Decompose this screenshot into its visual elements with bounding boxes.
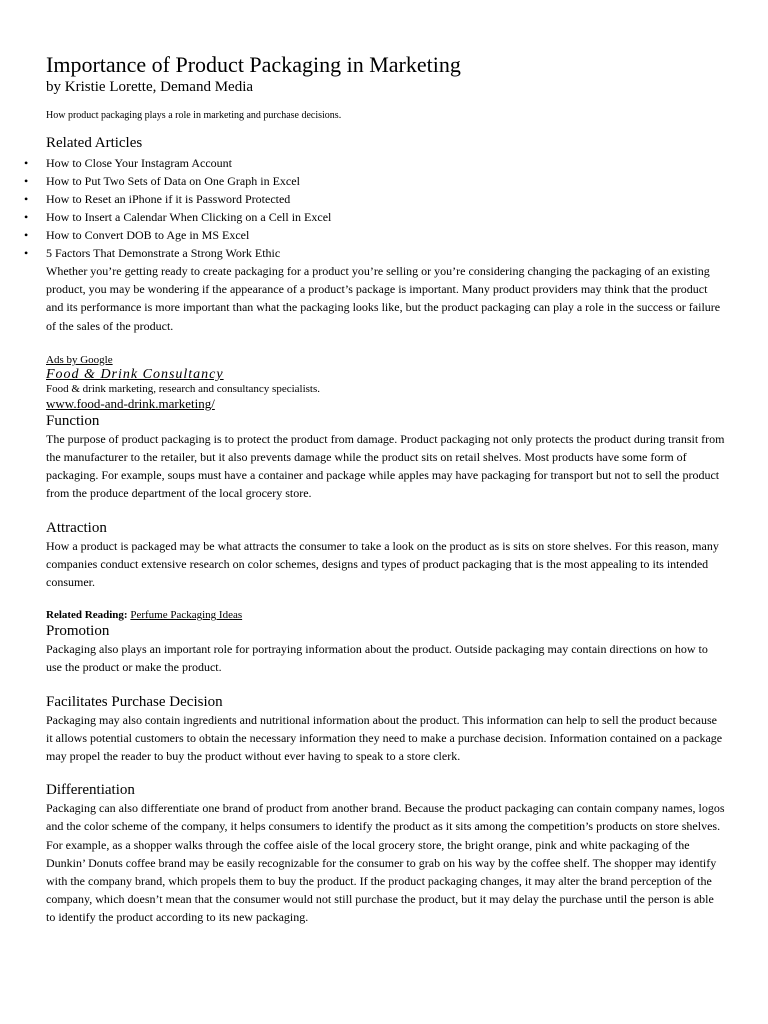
related-article-link[interactable]: • How to Close Your Instagram Account [46, 154, 726, 172]
related-article-link[interactable]: • How to Reset an iPhone if it is Password Protected [46, 190, 726, 208]
related-reading [46, 608, 726, 622]
related-articles-heading: Related Articles [46, 135, 143, 151]
function-paragraph: The purpose of product packaging is to protect the product from damage. Product packaging not only protects the product during transit from the manufacturer to the retailer, but it also prevents damage while the product sits on retail shelves. Most products have some form of packaging. For example, soups must have a container and package while apples may have packaging for transport but not to sell the product from the produce department of the local grocery store. [46, 431, 725, 501]
related-article-link[interactable]: • How to Insert a Calendar When Clicking on a Cell in Excel [46, 208, 726, 226]
related-reading-link[interactable]: Perfume Packaging Ideas [130, 609, 243, 622]
related-articles-list [46, 154, 726, 262]
purchase-decision-heading: Facilitates Purchase Decision [46, 693, 223, 710]
related-article-link[interactable]: • How to Convert DOB to Age in MS Excel [46, 226, 726, 244]
differentiation-paragraph: Packaging can also differentiate one brand of product from another brand. Because the product packaging can contain company names, logos and the color scheme of the company, it helps consumers to identify the product as it sits among the competition’s products on store shelves. For example, as a shopper walks through the coffee aisle of the local grocery store, the bright orange, pink and white packaging of the Dunkin’ Donuts coffee brand may be easily recognizable for the consumer to grab on his way by the coffee shelf. The shopper may identify with the company brand, which propels them to buy the product. If the product packaging changes, it may alter the brand perception of the company, which doesn’t mean that the consumer would not still purchase the product, but it may delay the purchase until the person is able to identify the product according to its new packaging. [46, 801, 725, 925]
attraction-heading: Attraction [46, 519, 107, 536]
article-summary: How product packaging plays a role in marketing and purchase decisions. [46, 110, 342, 121]
promotion-heading: Promotion [46, 623, 110, 640]
intro-paragraph: Whether you’re getting ready to create packaging for a product you’re selling or you’re considering changing the packaging of an existing product, you may be wondering if the appearance of a product’s package is important. Many product providers may think that the product and its performance is more important than what the packaging looks like, but the product packaging can play a role in the success or failure of the sales of the product. [46, 264, 721, 333]
related-reading-label: Related Reading: [46, 609, 128, 622]
byline: by Kristie Lorette, Demand Media [46, 79, 254, 95]
attraction-paragraph: How a product is packaged may be what attracts the consumer to take a look on the product as is sits on store shelves. For this reason, many companies conduct extensive research on color schemes, designs and types of product packaging that is the most appealing to its intended consumer. [46, 538, 719, 590]
differentiation-heading: Differentiation [46, 782, 135, 799]
ad-title-link[interactable]: Food & Drink Consultancy [46, 366, 224, 382]
ads-by-google-link[interactable]: Ads by Google [46, 353, 113, 366]
purchase-decision-paragraph: Packaging may also contain ingredients and nutritional information about the product. This information can help to sell the product because it allows potential customers to obtain the necessary information they need to make a purchase decision. Information contained on a package may propel the reader to buy the product without ever having to speak to a store clerk. [46, 712, 723, 764]
related-article-link[interactable]: • 5 Factors That Demonstrate a Strong Work Ethic [46, 244, 726, 262]
ad-description: Food & drink marketing, research and consultancy specialists. [46, 382, 321, 395]
related-article-link[interactable]: • How to Put Two Sets of Data on One Graph in Excel [46, 172, 726, 190]
ad-url-link[interactable]: www.food-and-drink.marketing/ [46, 395, 215, 411]
promotion-paragraph: Packaging also plays an important role for portraying information about the product. Outside packaging may contain directions on how to use the product or make the product. [46, 642, 708, 675]
page-title: Importance of Product Packaging in Marketing [46, 52, 461, 77]
function-heading: Function [46, 412, 100, 429]
document-page [46, 52, 726, 927]
